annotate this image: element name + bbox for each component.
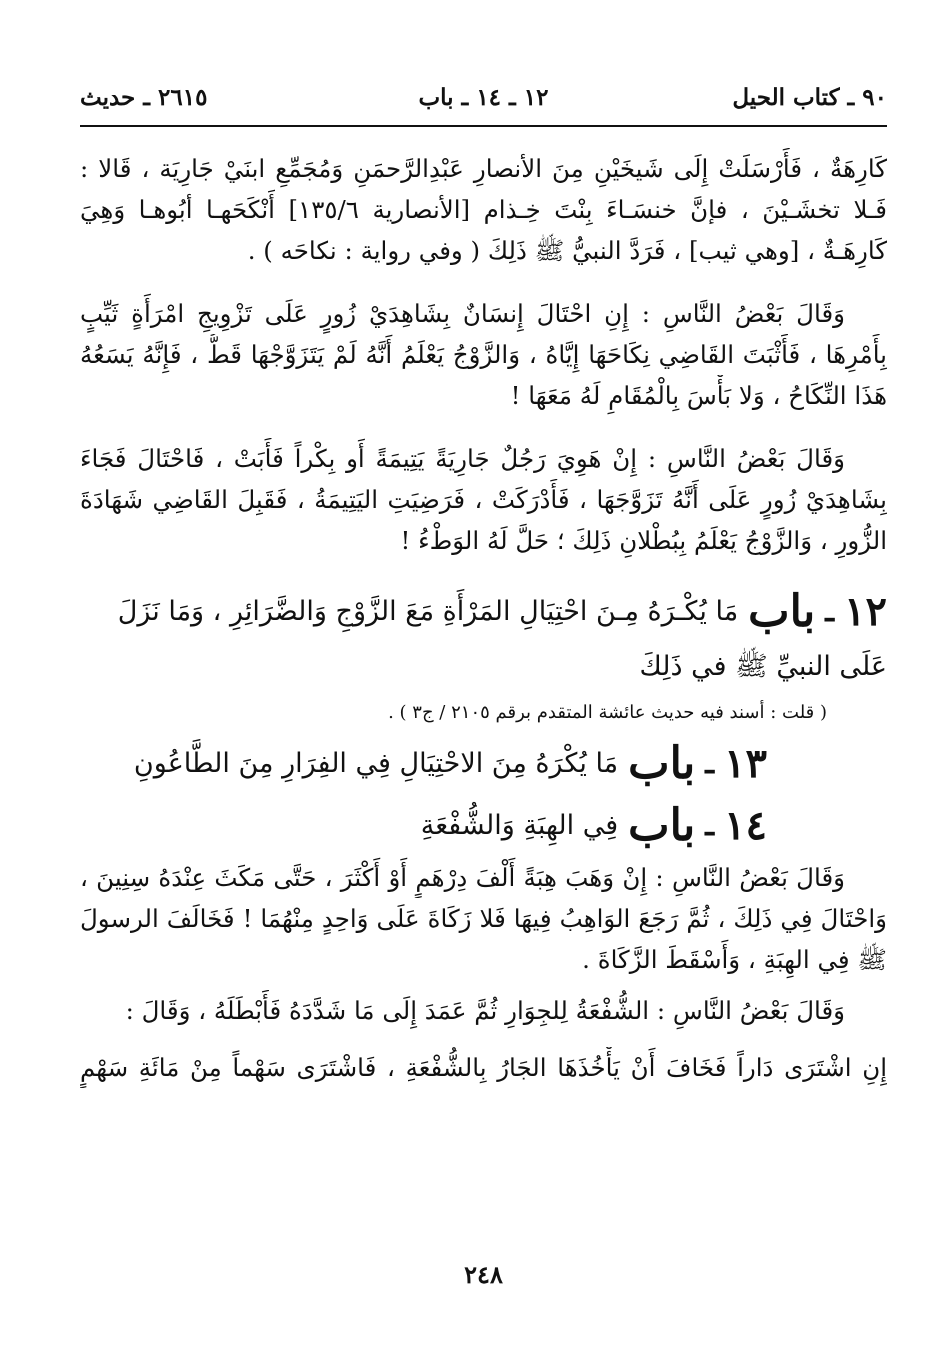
- paragraph-5: [80, 990, 887, 1031]
- chapter-title-continued: عَلَى النبيِّ ﷺ في ذَلِكَ: [639, 651, 887, 682]
- chapter-title: مَا يُكْـرَهُ مِـنَ احْتِيَالِ المَرْأَةِ مَعَ الزَّوْجِ وَالضَّرَائِرِ ، وَمَا نَزَلَ: [117, 596, 739, 627]
- running-header: [80, 78, 887, 118]
- paragraph-6: [80, 1047, 887, 1088]
- text-line: بِأَمْرِهَا ، فَأَثْبَتَ القَاضِي نِكَاحَهَا إِيَّاهُ ، وَالزَّوْجُ يَعْلَمُ أَنَّهُ لَمْ يَتَزَوَّجْهَا قَطُّ ، فَإِنَّهُ يَسَعُهُ: [80, 340, 887, 369]
- chapter-dash: ـ: [705, 746, 715, 781]
- text-line: ﷺ فِي الهِبَةِ ، وَأَسْقَطَ الزَّكَاةَ .: [582, 945, 887, 974]
- chapter-word: باب: [748, 586, 816, 637]
- chapter-title: فِي الهِبَةِ وَالشُّفْعَةِ: [420, 810, 619, 841]
- header-hadith-number: ٢٦١٥ ـ حديث: [80, 84, 208, 111]
- paragraph-1: [80, 148, 887, 271]
- text-line: هَذَا النِّكَاحُ ، وَلا بَأْسَ بِالْمُقَامِ لَهُ مَعَهَا !: [510, 381, 887, 410]
- paragraph-4: [80, 857, 887, 980]
- chapter-word: باب: [628, 800, 696, 851]
- text-line: فَـلا تخشَـيْنَ ، فإنَّ خنسَـاءَ بِنْتَ خِـذام [الأنصارية ١٣٥/٦] أَنْكَحَهـا أبُوهـا وَهِيَ: [80, 195, 887, 224]
- header-book-title: ٩٠ ـ كتاب الحيل: [732, 84, 887, 111]
- paragraph-3: [80, 438, 887, 561]
- chapter-heading-line: [80, 583, 887, 641]
- chapter-dash: ـ: [825, 594, 835, 629]
- text-line: وَقَالَ بَعْضُ النَّاسِ : الشُّفْعَةُ لِلجِوَارِ ثُمَّ عَمَدَ إِلَى مَا شَدَّدَهُ فَأَبْطَلَهُ ، وَقَالَ :: [125, 996, 845, 1025]
- chapter-heading-14: [80, 795, 887, 857]
- header-rule: [80, 125, 887, 127]
- text-line: وَقَالَ بَعْضُ النَّاسِ : إِنْ هَوِيَ رَجُلٌ جَارِيَةً يَتِيمَةً أَو بِكْراً فَأَبَتْ ، فَاحْتَالَ فَجَاءَ: [80, 444, 845, 473]
- chapter-number: ١٤: [724, 802, 767, 849]
- chapter-heading-12: [80, 583, 887, 693]
- chapter-number: ١٣: [724, 740, 767, 787]
- text-line: كَارِهَةٌ ، فَأَرْسَلَتْ إِلَى شَيخَيْنِ مِنَ الأنصارِ عَبْدِالرَّحمَنِ وَمُجَمِّعِ ابنَيْ جَارِيَة ، قَالا :: [80, 154, 887, 183]
- chapter-word: باب: [628, 738, 696, 789]
- text-line: كَارِهَـةٌ ، [وهي ثيب] ، فَرَدَّ النبيُّ ﷺ ذَلِكَ ( وفي رواية : نكاحَه ) .: [247, 236, 887, 265]
- text-line: وَقَالَ بَعْضُ النَّاسِ : إِنْ وَهَبَ هِبَةً أَلْفَ دِرْهَمٍ أَوْ أَكْثَرَ ، حَتَّى مَكَثَ عِنْدَهُ سِنِينَ ،: [80, 863, 845, 892]
- chapter-dash: ـ: [705, 808, 715, 843]
- chapter-number: ١٢: [844, 588, 887, 635]
- text-line: الزُّورِ ، وَالزَّوْجُ يَعْلَمُ بِبُطْلانِ ذَلِكَ ؛ حَلَّ لَهُ الوَطْءُ !: [400, 526, 887, 555]
- chapter-heading-13: [80, 733, 887, 795]
- paragraph-2: [80, 293, 887, 416]
- text-line: بِشَاهِدَيْ زُورٍ عَلَى أَنَّهُ تَزَوَّجَهَا ، فَأَدْرَكَتْ ، فَرَضِيَتِ اليَتِيمَةُ ، فَقَبِلَ القَاضِي شَهَادَةَ: [80, 485, 887, 514]
- text-line: إِنِ اشْتَرَى دَاراً فَخَافَ أَنْ يَأْخُذَهَا الجَارُ بِالشُّفْعَةِ ، فَاشْتَرَى سَهْماً مِنْ مَائَةِ سَهْمٍ: [80, 1053, 887, 1082]
- header-chapter: ١٢ ـ ١٤ ـ باب: [418, 84, 549, 111]
- text-line: وَاحْتَالَ فِي ذَلِكَ ، ثُمَّ رَجَعَ الوَاهِبُ فِيهَا فَلا زَكَاةَ عَلَى وَاحِدٍ مِنْهُمَا ! فَخَالَفَ الرسولَ: [80, 904, 887, 933]
- page-body: [80, 148, 887, 1110]
- text-line: وَقَالَ بَعْضُ النَّاسِ : إِنِ احْتَالَ إِنسَانٌ بِشَاهِدَيْ زُورٍ عَلَى تَزْوِيجِ امْرَأَةٍ ثَيِّبٍ: [80, 299, 845, 328]
- book-page: [80, 0, 887, 1354]
- chapter-title: مَا يُكْرَهُ مِنَ الاحْتِيَالِ فِي الفِرَارِ مِنَ الطَّاعُونِ: [133, 748, 619, 779]
- editor-note: ( قلت : أسند فيه حديث عائشة المتقدم برقم ٢١٠٥ / ج٣ ) .: [388, 702, 827, 723]
- page-number: ٢٤٨: [464, 1260, 503, 1289]
